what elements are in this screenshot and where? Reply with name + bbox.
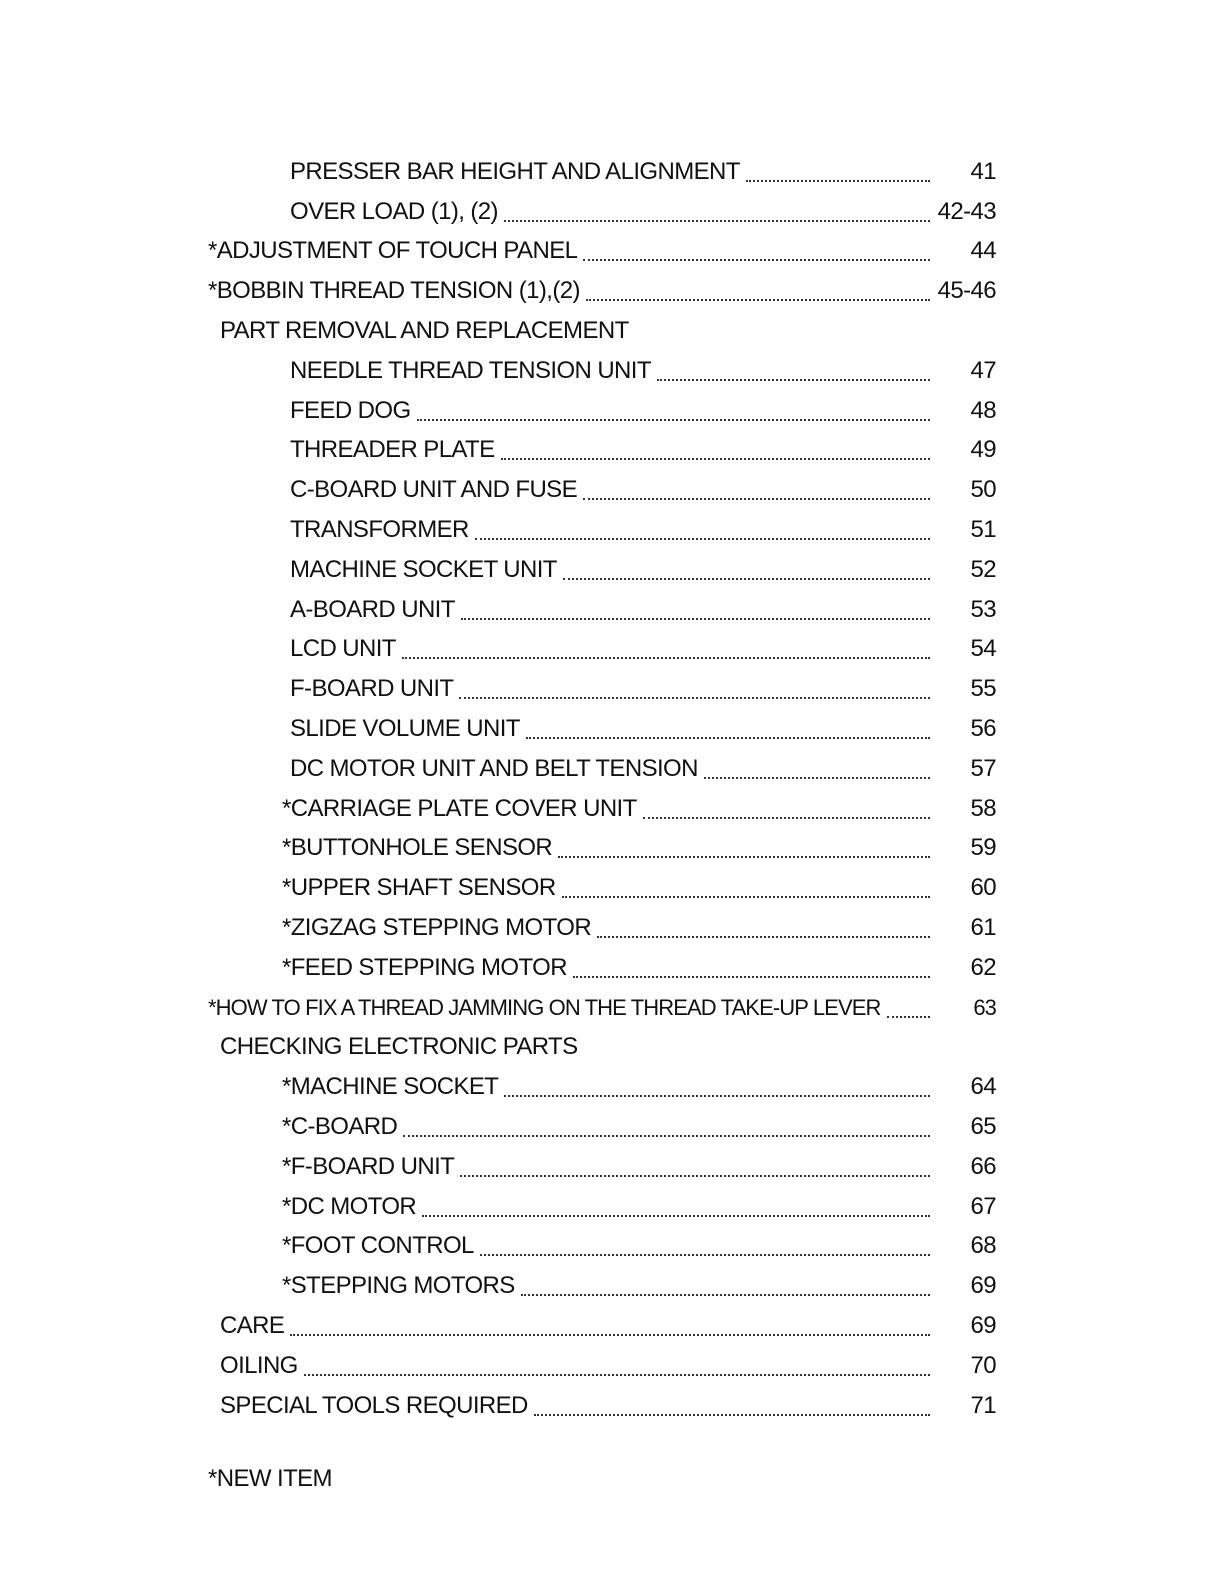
toc-entry-title: *STEPPING MOTORS xyxy=(282,1272,515,1300)
toc-entry-title: *F-BOARD UNIT xyxy=(282,1152,455,1180)
toc-entry-page: 65 xyxy=(970,1113,996,1141)
toc-entry-title: TRANSFORMER xyxy=(290,516,469,544)
toc-entry-title: *C-BOARD xyxy=(282,1113,398,1141)
toc-section-heading xyxy=(0,311,1220,351)
toc-entry xyxy=(0,1266,1220,1306)
toc-entry-page: 58 xyxy=(970,794,996,822)
toc-entry xyxy=(0,391,1220,431)
toc-entry-title: DC MOTOR UNIT AND BELT TENSION xyxy=(290,754,698,782)
dot-leader xyxy=(460,1175,930,1177)
toc-entry-title: FEED DOG xyxy=(290,396,411,424)
dot-leader xyxy=(597,936,930,938)
toc-entry xyxy=(0,1147,1220,1187)
dot-leader xyxy=(521,1294,930,1296)
toc-entry xyxy=(0,630,1220,670)
toc-entry-page: 55 xyxy=(970,675,996,703)
toc-entry-title: F-BOARD UNIT xyxy=(290,675,454,703)
dot-leader xyxy=(526,737,930,739)
toc-entry xyxy=(0,1386,1220,1426)
toc-entry-page: 53 xyxy=(970,595,996,623)
toc-entry-title: OILING xyxy=(220,1351,298,1379)
dot-leader xyxy=(480,1254,930,1256)
toc-entry xyxy=(0,1107,1220,1147)
toc-section-title: CHECKING ELECTRONIC PARTS xyxy=(220,1033,578,1061)
toc-entry-page: 68 xyxy=(970,1232,996,1260)
toc-entry xyxy=(0,789,1220,829)
dot-leader xyxy=(643,817,930,819)
toc-entry-page: 71 xyxy=(970,1391,996,1419)
dot-leader xyxy=(746,180,930,182)
dot-leader xyxy=(573,976,930,978)
toc-entry xyxy=(0,1306,1220,1346)
toc-entry-page: 50 xyxy=(970,476,996,504)
dot-leader xyxy=(504,1095,930,1097)
toc-entry xyxy=(0,988,1220,1028)
toc-entry xyxy=(0,948,1220,988)
toc-entry xyxy=(0,829,1220,869)
toc-entry xyxy=(0,232,1220,272)
toc-entry-page: 47 xyxy=(970,356,996,384)
dot-leader xyxy=(304,1374,930,1376)
toc-entry-page: 41 xyxy=(970,157,996,185)
dot-leader xyxy=(583,259,930,261)
toc-entry-title: *MACHINE SOCKET xyxy=(282,1073,499,1101)
toc-entry-page: 44 xyxy=(970,237,996,265)
toc-entry-title: *FOOT CONTROL xyxy=(282,1232,474,1260)
toc-entry-page: 56 xyxy=(970,715,996,743)
dot-leader xyxy=(475,538,930,540)
toc-entry-page: 59 xyxy=(970,834,996,862)
toc-entry-title: *ZIGZAG STEPPING MOTOR xyxy=(282,914,592,942)
toc-entry-page: 62 xyxy=(970,953,996,981)
dot-leader xyxy=(504,220,930,222)
toc-entry-title: CARE xyxy=(220,1312,285,1339)
toc-entry-page: 67 xyxy=(970,1192,996,1220)
toc-entry-title: PRESSER BAR HEIGHT AND ALIGNMENT xyxy=(290,157,740,185)
dot-leader xyxy=(290,1334,930,1336)
toc-entry xyxy=(0,351,1220,391)
toc-entry xyxy=(0,669,1220,709)
toc-entry-title: *BOBBIN THREAD TENSION (1),(2) xyxy=(208,277,580,305)
dot-leader xyxy=(558,856,930,858)
toc-section-title: PART REMOVAL AND REPLACEMENT xyxy=(220,317,629,345)
dot-leader xyxy=(563,578,930,580)
dot-leader xyxy=(501,458,930,460)
toc-entry xyxy=(0,470,1220,510)
dot-leader xyxy=(459,697,930,699)
toc-entry-title: SPECIAL TOOLS REQUIRED xyxy=(220,1391,528,1419)
toc-entry-title: NEEDLE THREAD TENSION UNIT xyxy=(290,356,651,384)
toc-section-heading xyxy=(0,1028,1220,1068)
toc-entry xyxy=(0,1067,1220,1107)
toc-entry-page: 66 xyxy=(970,1152,996,1180)
toc-entry xyxy=(0,1187,1220,1227)
toc-entry xyxy=(0,271,1220,311)
dot-leader xyxy=(534,1414,930,1416)
toc-entry xyxy=(0,152,1220,192)
toc-entry-page: 48 xyxy=(970,396,996,424)
dot-leader xyxy=(586,299,930,301)
footnote-new-item: *NEW ITEM xyxy=(208,1465,332,1492)
toc-entry-title: *ADJUSTMENT OF TOUCH PANEL xyxy=(208,237,578,265)
toc-entry xyxy=(0,1346,1220,1386)
toc-entry-page: 51 xyxy=(970,516,996,544)
dot-leader xyxy=(422,1215,930,1217)
toc-entry xyxy=(0,908,1220,948)
toc-entry-page: 42-43 xyxy=(937,197,996,225)
toc-entry xyxy=(0,749,1220,789)
toc-entry-page: 63 xyxy=(973,994,996,1020)
toc-entry-page: 45-46 xyxy=(937,277,996,305)
toc-entry-page: 70 xyxy=(970,1351,996,1379)
toc-entry-title: *CARRIAGE PLATE COVER UNIT xyxy=(282,794,637,822)
toc-entry-title: A-BOARD UNIT xyxy=(290,595,455,623)
toc-entry-title: MACHINE SOCKET UNIT xyxy=(290,555,557,583)
toc-entry-page: 49 xyxy=(970,436,996,464)
dot-leader xyxy=(461,618,930,620)
toc-entry-page: 54 xyxy=(970,635,996,663)
toc-entry-title: *UPPER SHAFT SENSOR xyxy=(282,874,556,902)
toc-entry-page: 69 xyxy=(970,1272,996,1300)
dot-leader xyxy=(657,379,930,381)
toc-entry-title: *FEED STEPPING MOTOR xyxy=(282,953,567,981)
toc-entry xyxy=(0,590,1220,630)
toc-entry-title: LCD UNIT xyxy=(290,635,396,663)
toc-entry xyxy=(0,868,1220,908)
toc-entry xyxy=(0,192,1220,232)
toc-entry-page: 52 xyxy=(970,555,996,583)
toc-entry xyxy=(0,550,1220,590)
toc-entry-title: OVER LOAD (1), (2) xyxy=(290,197,498,225)
toc-entry-title: *BUTTONHOLE SENSOR xyxy=(282,834,553,862)
toc-entry-title: *DC MOTOR xyxy=(282,1192,417,1220)
toc-entry xyxy=(0,510,1220,550)
toc-entry-page: 57 xyxy=(970,754,996,782)
toc-entry xyxy=(0,709,1220,749)
table-of-contents xyxy=(0,152,1220,1426)
dot-leader xyxy=(402,657,930,659)
dot-leader xyxy=(887,1016,931,1018)
toc-entry xyxy=(0,431,1220,471)
dot-leader xyxy=(704,777,930,779)
dot-leader xyxy=(417,419,930,421)
toc-entry-page: 61 xyxy=(970,914,996,942)
toc-entry-title: *HOW TO FIX A THREAD JAMMING ON THE THREAD TAKE-UP LEVER xyxy=(208,994,881,1020)
toc-entry-page: 64 xyxy=(970,1073,996,1101)
dot-leader xyxy=(403,1135,930,1137)
toc-entry-page: 60 xyxy=(970,874,996,902)
toc-entry-page: 69 xyxy=(970,1312,996,1339)
toc-entry xyxy=(0,1227,1220,1267)
dot-leader xyxy=(562,896,930,898)
dot-leader xyxy=(583,498,930,500)
toc-entry-title: SLIDE VOLUME UNIT xyxy=(290,715,520,743)
toc-entry-title: C-BOARD UNIT AND FUSE xyxy=(290,476,577,504)
toc-entry-title: THREADER PLATE xyxy=(290,436,495,464)
